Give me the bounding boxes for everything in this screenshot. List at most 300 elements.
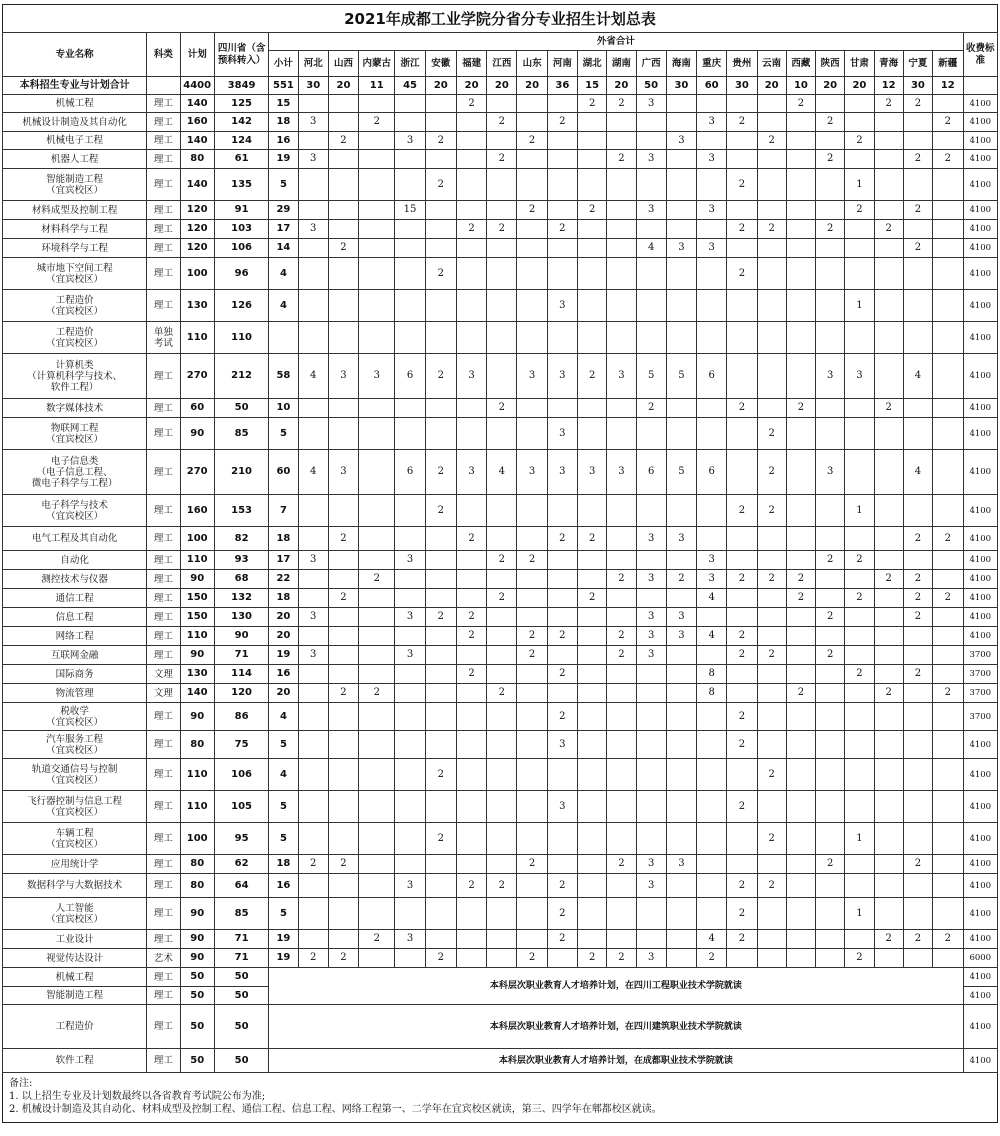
province-cell [933,95,963,113]
province-cell: 15 [395,201,425,220]
province-cell: 3 [666,132,696,150]
major-name: 轨道交通信号与控制 （宜宾校区） [3,759,147,791]
province-cell: 3 [395,608,425,627]
subtotal-cell: 16 [269,665,298,684]
province-cell [757,731,786,759]
subtotal-cell: 14 [269,239,298,258]
sichuan-cell: 124 [214,132,268,150]
province-cell [666,791,696,823]
province-cell [328,665,358,684]
province-cell [757,354,786,399]
province-cell: 1 [845,495,874,527]
province-cell [517,169,547,201]
category-cell: 理工 [147,570,180,589]
province-cell [666,258,696,290]
province-cell [666,684,696,703]
province-cell: 2 [607,627,636,646]
province-cell [395,791,425,823]
province-cell: 2 [727,791,757,823]
province-cell [517,791,547,823]
province-cell [697,731,727,759]
subtotal-cell: 5 [269,791,298,823]
province-cell [578,898,607,930]
province-cell [578,150,607,169]
province-cell: 2 [456,627,486,646]
province-cell [636,132,666,150]
province-cell [845,646,874,665]
province-cell [425,570,456,589]
province-cell [874,495,903,527]
province-cell [727,527,757,551]
province-cell [578,239,607,258]
province-cell [456,418,486,450]
fee-cell: 4100 [963,201,997,220]
total-province-cell: 30 [727,77,757,95]
province-cell: 2 [547,898,577,930]
plan-cell: 130 [180,290,214,322]
province-cell [727,949,757,968]
province-cell: 3 [395,874,425,898]
province-cell [359,290,395,322]
category-cell: 理工 [147,855,180,874]
province-cell [786,322,815,354]
table-row [3,855,998,874]
table-row [3,665,998,684]
remarks-line: 2. 机械设计制造及其自动化、材料成型及控制工程、通信工程、信息工程、网络工程第一、二学年在宜宾校区就读，第三、四学年在郫都校区就读。 [9,1104,662,1115]
province-cell [666,113,696,132]
province-cell: 3 [636,95,666,113]
province-cell [328,898,358,930]
province-cell: 3 [456,354,486,399]
province-cell [607,703,636,731]
province-cell: 2 [903,665,932,684]
province-cell: 2 [874,570,903,589]
province-cell: 2 [816,646,845,665]
province-cell [786,874,815,898]
province-cell [816,589,845,608]
plan-cell: 110 [180,551,214,570]
province-cell [425,95,456,113]
province-cell [425,646,456,665]
province-cell [874,823,903,855]
province-cell: 2 [816,220,845,239]
province-cell: 3 [298,220,328,239]
plan-cell: 90 [180,703,214,731]
province-cell [786,495,815,527]
province-cell [903,399,932,418]
province-cell [816,570,845,589]
category-cell: 理工 [147,220,180,239]
province-cell [547,201,577,220]
province-cell [933,608,963,627]
province-cell [359,759,395,791]
province-cell: 2 [903,855,932,874]
province-cell: 3 [395,930,425,949]
subtotal-cell: 20 [269,608,298,627]
major-name: 电子信息类 （电子信息工程、 微电子科学与工程） [3,450,147,495]
province-cell: 2 [487,113,517,132]
province-cell [517,220,547,239]
subtotal-cell: 10 [269,399,298,418]
category-cell: 理工 [147,1049,180,1073]
total-province-cell: 30 [298,77,328,95]
province-cell: 2 [757,874,786,898]
province-cell [786,949,815,968]
province-cell [547,322,577,354]
sichuan-cell: 95 [214,823,268,855]
province-cell: 2 [298,949,328,968]
province-cell [425,290,456,322]
province-cell: 2 [578,201,607,220]
major-name: 计算机类 （计算机科学与技术、 软件工程） [3,354,147,399]
province-cell: 2 [607,150,636,169]
province-cell [359,220,395,239]
fee-cell: 4100 [963,987,997,1005]
province-cell [816,201,845,220]
province-cell: 2 [328,855,358,874]
province-cell [933,239,963,258]
table-row [3,949,998,968]
province-cell: 2 [298,855,328,874]
province-cell [845,684,874,703]
plan-cell: 120 [180,201,214,220]
province-cell: 4 [697,930,727,949]
province-cell [359,418,395,450]
province-cell [456,169,486,201]
province-cell [874,551,903,570]
plan-cell: 90 [180,646,214,665]
province-cell: 2 [456,608,486,627]
province-cell [578,855,607,874]
province-cell [395,150,425,169]
province-cell: 2 [425,759,456,791]
total-category [147,77,180,95]
province-cell: 3 [607,450,636,495]
province-cell [607,527,636,551]
sichuan-cell: 71 [214,949,268,968]
province-cell: 2 [425,450,456,495]
province-cell: 2 [328,527,358,551]
province-cell [816,169,845,201]
province-cell [757,290,786,322]
province-cell [636,418,666,450]
province-cell: 3 [547,290,577,322]
province-cell: 2 [517,855,547,874]
total-label: 本科招生专业与计划合计 [3,77,147,95]
major-name: 城市地下空间工程 （宜宾校区） [3,258,147,290]
province-cell: 2 [727,646,757,665]
sichuan-cell: 132 [214,589,268,608]
province-cell [845,95,874,113]
province-cell [666,220,696,239]
major-name: 车辆工程 （宜宾校区） [3,823,147,855]
province-cell [328,646,358,665]
province-cell [547,551,577,570]
province-cell [607,608,636,627]
province-cell [395,570,425,589]
province-cell [727,665,757,684]
table-row [3,703,998,731]
province-cell [456,239,486,258]
province-cell [328,608,358,627]
province-cell [903,132,932,150]
header-province: 湖南 [607,51,636,77]
province-cell [328,169,358,201]
province-cell: 3 [547,731,577,759]
province-cell: 2 [697,949,727,968]
province-cell [607,495,636,527]
plan-cell: 270 [180,450,214,495]
header-fee: 收费标准 [963,33,997,77]
subtotal-cell: 5 [269,169,298,201]
province-cell [425,684,456,703]
table-row [3,608,998,627]
province-cell [547,258,577,290]
province-cell [757,150,786,169]
province-cell: 2 [487,220,517,239]
province-cell: 2 [933,684,963,703]
province-cell [298,759,328,791]
province-cell [328,791,358,823]
province-cell [903,703,932,731]
plan-cell: 140 [180,95,214,113]
province-cell [328,418,358,450]
province-cell: 4 [487,450,517,495]
sichuan-cell: 105 [214,791,268,823]
province-cell [328,258,358,290]
province-cell [487,527,517,551]
table-row [3,791,998,823]
major-name: 电气工程及其自动化 [3,527,147,551]
province-cell: 1 [845,898,874,930]
table-row [3,874,998,898]
province-cell: 2 [727,731,757,759]
province-cell [547,570,577,589]
province-cell [666,898,696,930]
province-cell [456,646,486,665]
province-cell [487,132,517,150]
province-cell: 2 [874,930,903,949]
province-cell [607,201,636,220]
province-cell: 2 [757,220,786,239]
province-cell [547,399,577,418]
province-cell: 2 [578,95,607,113]
province-cell [757,855,786,874]
province-cell [547,684,577,703]
province-cell: 2 [727,258,757,290]
fee-cell: 4100 [963,150,997,169]
province-cell [903,898,932,930]
province-cell [607,823,636,855]
province-cell [298,399,328,418]
province-cell [874,791,903,823]
province-cell [757,791,786,823]
table-row [3,418,998,450]
province-cell: 3 [547,791,577,823]
province-cell [727,95,757,113]
province-cell [487,703,517,731]
province-cell [874,113,903,132]
category-cell: 理工 [147,239,180,258]
province-cell [903,646,932,665]
province-cell [517,823,547,855]
enrollment-plan-sheet [2,4,998,1123]
table-row [3,290,998,322]
province-cell: 2 [517,201,547,220]
province-cell: 2 [547,874,577,898]
subtotal-cell: 4 [269,703,298,731]
province-cell: 4 [903,354,932,399]
province-cell [298,239,328,258]
table-row [3,551,998,570]
plan-cell: 110 [180,759,214,791]
province-cell [933,570,963,589]
province-cell [359,95,395,113]
category-cell: 理工 [147,399,180,418]
sichuan-cell: 212 [214,354,268,399]
province-cell [328,874,358,898]
province-cell [845,608,874,627]
province-cell [547,949,577,968]
province-cell [359,450,395,495]
fee-cell: 4100 [963,354,997,399]
category-cell: 理工 [147,418,180,450]
province-cell [697,290,727,322]
province-cell [487,731,517,759]
province-cell [517,665,547,684]
major-name: 互联网金融 [3,646,147,665]
province-cell [517,731,547,759]
province-cell [517,703,547,731]
province-cell [636,113,666,132]
sichuan-cell: 50 [214,1005,268,1049]
province-cell: 4 [636,239,666,258]
province-cell [607,589,636,608]
province-cell: 2 [456,95,486,113]
remarks-heading: 备注: [9,1078,33,1089]
province-cell [874,169,903,201]
plan-cell: 90 [180,930,214,949]
province-cell: 3 [636,201,666,220]
province-cell [786,898,815,930]
province-cell [425,399,456,418]
province-cell [578,791,607,823]
province-cell [933,665,963,684]
province-cell [425,703,456,731]
fee-cell: 4100 [963,399,997,418]
fee-cell: 4100 [963,418,997,450]
province-cell [757,527,786,551]
province-cell [487,570,517,589]
sichuan-cell: 62 [214,855,268,874]
category-cell: 理工 [147,95,180,113]
province-cell [607,239,636,258]
province-cell: 2 [517,132,547,150]
province-cell [517,290,547,322]
province-cell: 2 [757,450,786,495]
province-cell [328,399,358,418]
total-subtotal: 551 [269,77,298,95]
category-cell: 理工 [147,113,180,132]
province-cell [298,95,328,113]
province-cell [816,290,845,322]
province-cell [845,239,874,258]
enrollment-plan-table [2,32,998,1073]
province-cell [933,418,963,450]
plan-cell: 90 [180,418,214,450]
province-cell [636,731,666,759]
province-cell [757,930,786,949]
province-cell [727,354,757,399]
province-cell [874,258,903,290]
province-cell [666,874,696,898]
province-cell [395,258,425,290]
province-cell [456,930,486,949]
province-cell: 2 [816,150,845,169]
province-cell [298,627,328,646]
province-cell [903,627,932,646]
subtotal-cell: 18 [269,589,298,608]
province-cell [425,898,456,930]
header-province: 江西 [487,51,517,77]
province-cell [727,418,757,450]
province-cell: 2 [517,627,547,646]
province-cell: 6 [636,450,666,495]
total-province-cell: 20 [456,77,486,95]
fee-cell: 4100 [963,589,997,608]
plan-cell: 60 [180,399,214,418]
total-province-cell: 30 [903,77,932,95]
province-cell [757,201,786,220]
province-cell: 2 [903,150,932,169]
province-cell [359,132,395,150]
province-cell [359,627,395,646]
province-cell [757,627,786,646]
province-cell [816,527,845,551]
province-cell [328,290,358,322]
category-cell: 理工 [147,132,180,150]
province-cell: 2 [845,201,874,220]
province-cell [874,201,903,220]
total-row [3,77,998,95]
province-cell [666,731,696,759]
header-province: 内蒙古 [359,51,395,77]
province-cell: 4 [697,627,727,646]
province-cell [578,930,607,949]
province-cell: 2 [874,220,903,239]
category-cell: 理工 [147,290,180,322]
province-cell [425,627,456,646]
province-cell [487,627,517,646]
province-cell [328,551,358,570]
fee-cell: 4100 [963,551,997,570]
province-cell [727,551,757,570]
province-cell [425,113,456,132]
province-cell [727,150,757,169]
subtotal-cell: 16 [269,132,298,150]
province-cell [359,874,395,898]
province-cell [816,823,845,855]
province-cell [697,495,727,527]
category-cell: 理工 [147,608,180,627]
total-plan: 4400 [180,77,214,95]
province-cell [816,731,845,759]
province-cell [933,399,963,418]
province-cell: 2 [786,399,815,418]
province-cell: 3 [517,354,547,399]
province-cell [757,95,786,113]
province-cell [666,665,696,684]
